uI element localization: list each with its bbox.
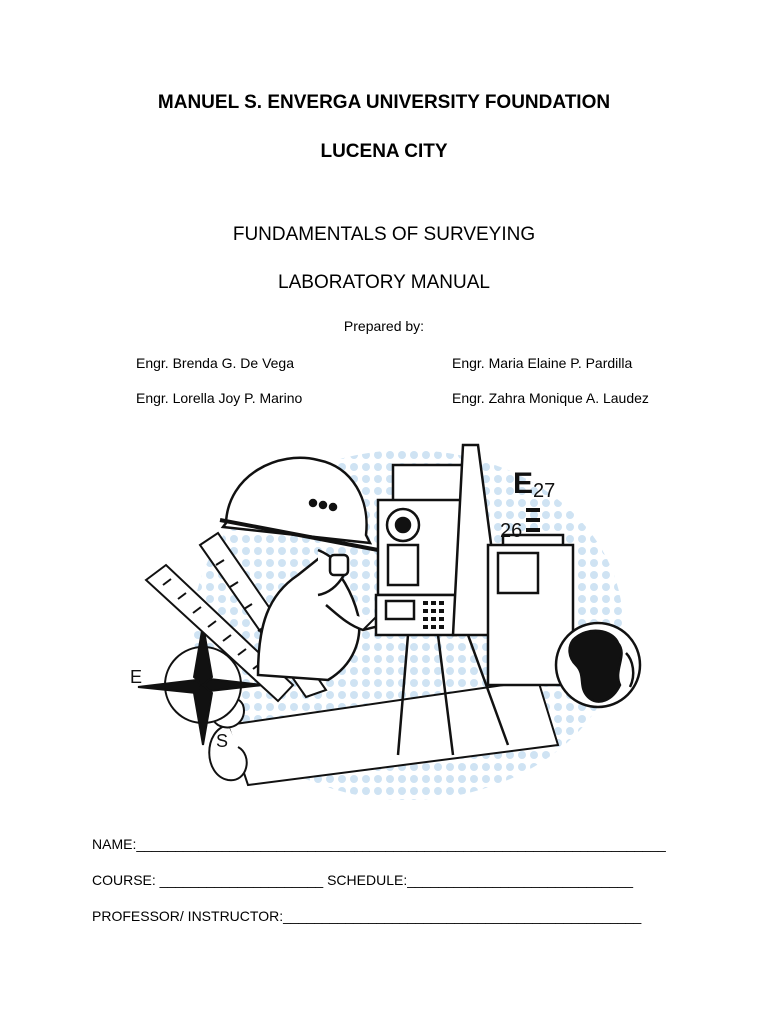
name-field[interactable]: NAME:____________________________________________________________________ <box>92 836 666 852</box>
author-4: Engr. Zahra Monique A. Laudez <box>452 390 649 406</box>
author-3: Engr. Lorella Joy P. Marino <box>136 390 303 406</box>
rod-27-mark: 27 <box>533 480 556 502</box>
compass-e-label: E <box>130 667 143 687</box>
professor-field[interactable]: PROFESSOR/ INSTRUCTOR:______________________________________________ <box>92 908 642 924</box>
manual-title: LABORATORY MANUAL <box>278 272 490 293</box>
surveying-illustration <box>108 425 660 817</box>
author-1: Engr. Brenda G. De Vega <box>136 355 294 371</box>
prepared-by-label: Prepared by: <box>343 318 425 334</box>
compass-s-label: S <box>216 731 229 751</box>
rod-e-mark: E <box>513 467 534 500</box>
university-name: MANUEL S. ENVERGA UNIVERSITY FOUNDATION <box>157 92 611 113</box>
course-title: FUNDAMENTALS OF SURVEYING <box>232 224 536 245</box>
author-2: Engr. Maria Elaine P. Pardilla <box>452 355 633 371</box>
course-schedule-field[interactable]: COURSE: _____________________ SCHEDULE:_____________________________ <box>92 872 634 888</box>
city-name: LUCENA CITY <box>320 141 448 162</box>
rod-26-mark: 26 <box>500 520 523 542</box>
globe-icon <box>556 623 640 707</box>
